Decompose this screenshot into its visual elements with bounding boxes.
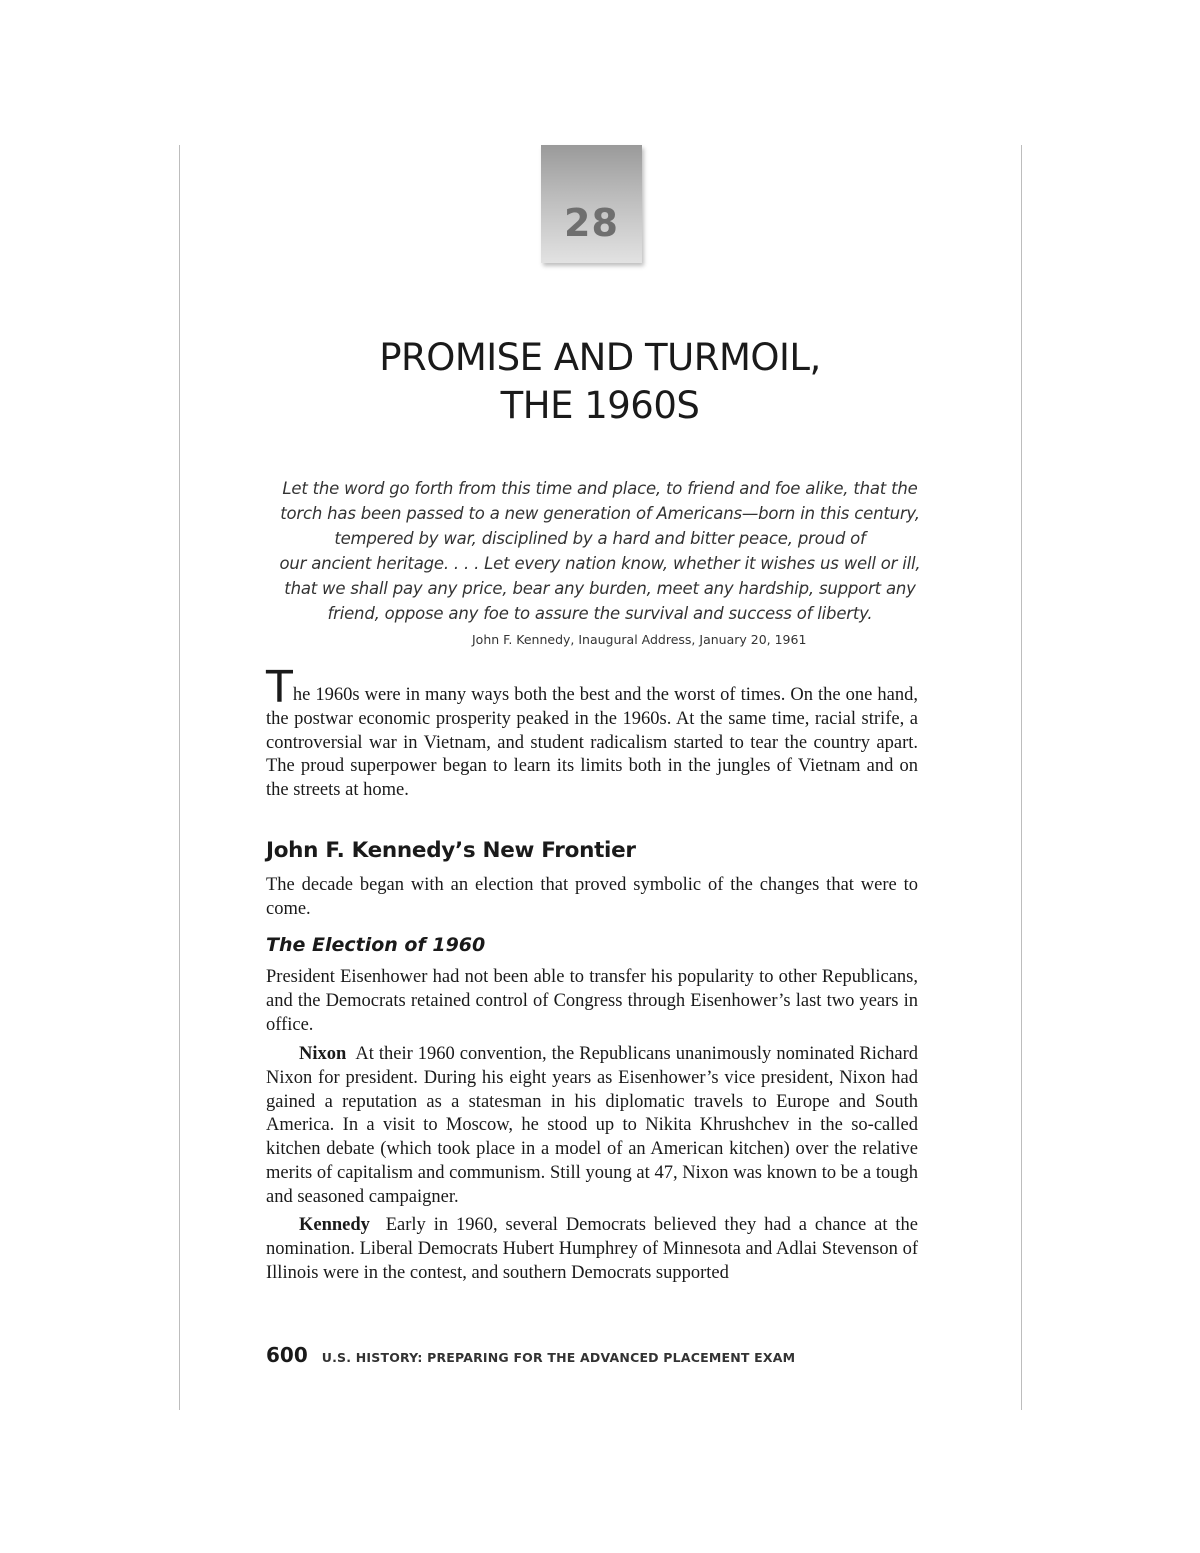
- page-number: 600: [266, 1343, 308, 1367]
- epigraph-line: our ancient heritage. . . . Let every nation know, whether it wishes us well or ill,: [279, 554, 921, 573]
- epigraph-line: friend, oppose any foe to assure the survival and success of liberty.: [327, 604, 873, 623]
- epigraph-line: tempered by war, disciplined by a hard and bitter peace, proud of: [334, 529, 866, 548]
- kennedy-text: Early in 1960, several Democrats believed they had a chance at the nomination. Liberal Democrats Hubert Humphrey of Minnesota and Adlai Stevenson of Illinois were in the contest, and southern Democrats supported: [266, 1215, 919, 1283]
- chapter-number-box: [541, 145, 642, 263]
- running-title: U.S. HISTORY: PREPARING FOR THE ADVANCED PLACEMENT EXAM: [321, 1350, 796, 1365]
- chapter-title-line-2: THE 1960S: [500, 384, 700, 427]
- epigraph-attribution: John F. Kennedy, Inaugural Address, January 20, 1961: [472, 632, 807, 647]
- chapter-title: [200, 334, 1000, 430]
- left-margin-rule: [179, 145, 180, 1410]
- subsection-heading-election-1960: The Election of 1960: [266, 934, 486, 956]
- epigraph-line: torch has been passed to a new generation of Americans—born in this century,: [280, 504, 920, 523]
- election-paragraph: President Eisenhower had not been able to transfer his popularity to other Republicans, and the Democrats retained control of Congress through Eisenhower’s last two years in office.: [266, 967, 918, 1035]
- nixon-text: At their 1960 convention, the Republicans unanimously nominated Richard Nixon for president. During his eight years as Eisenhower’s vice president, Nixon had gained a reputation as a statesman in his diplomatic travels to Europe and South America. In a visit to Moscow, he stood up to Nikita Khrushchev in the so-called kitchen debate (which took place in a model of an American kitchen) over the relative merits of capitalism and communism. Still young at 47, Nixon was known to be a tough and seasoned campaigner.: [266, 1044, 918, 1207]
- kennedy-run-in-head: Kennedy: [299, 1215, 370, 1235]
- chapter-title-line-1: PROMISE AND TURMOIL,: [379, 336, 821, 379]
- intro-paragraph: [266, 662, 918, 803]
- right-margin-rule: [1021, 145, 1022, 1410]
- page-footer: [266, 1343, 916, 1367]
- section-heading-new-frontier: John F. Kennedy’s New Frontier: [266, 838, 636, 863]
- nixon-run-in-head: Nixon: [299, 1044, 347, 1064]
- epigraph-quote: [240, 476, 960, 626]
- chapter-number: 28: [564, 201, 619, 245]
- nixon-paragraph: [266, 1043, 918, 1210]
- drop-cap: T: [266, 662, 293, 713]
- intro-text: he 1960s were in many ways both the best and the worst of times. On the one hand, the postwar economic prosperity peaked in the 1960s. At the same time, racial strife, a controversial war in Vietnam, and student radicalism started to tear the country apart. The proud superpower began to learn its limits both in the jungles of Vietnam and on the streets at home.: [266, 685, 918, 801]
- epigraph-line: that we shall pay any price, bear any burden, meet any hardship, support any: [284, 579, 916, 598]
- epigraph-line: Let the word go forth from this time and place, to friend and foe alike, that the: [282, 479, 918, 498]
- new-frontier-paragraph: The decade began with an election that proved symbolic of the changes that were to come.: [266, 875, 918, 919]
- kennedy-paragraph: [266, 1214, 918, 1285]
